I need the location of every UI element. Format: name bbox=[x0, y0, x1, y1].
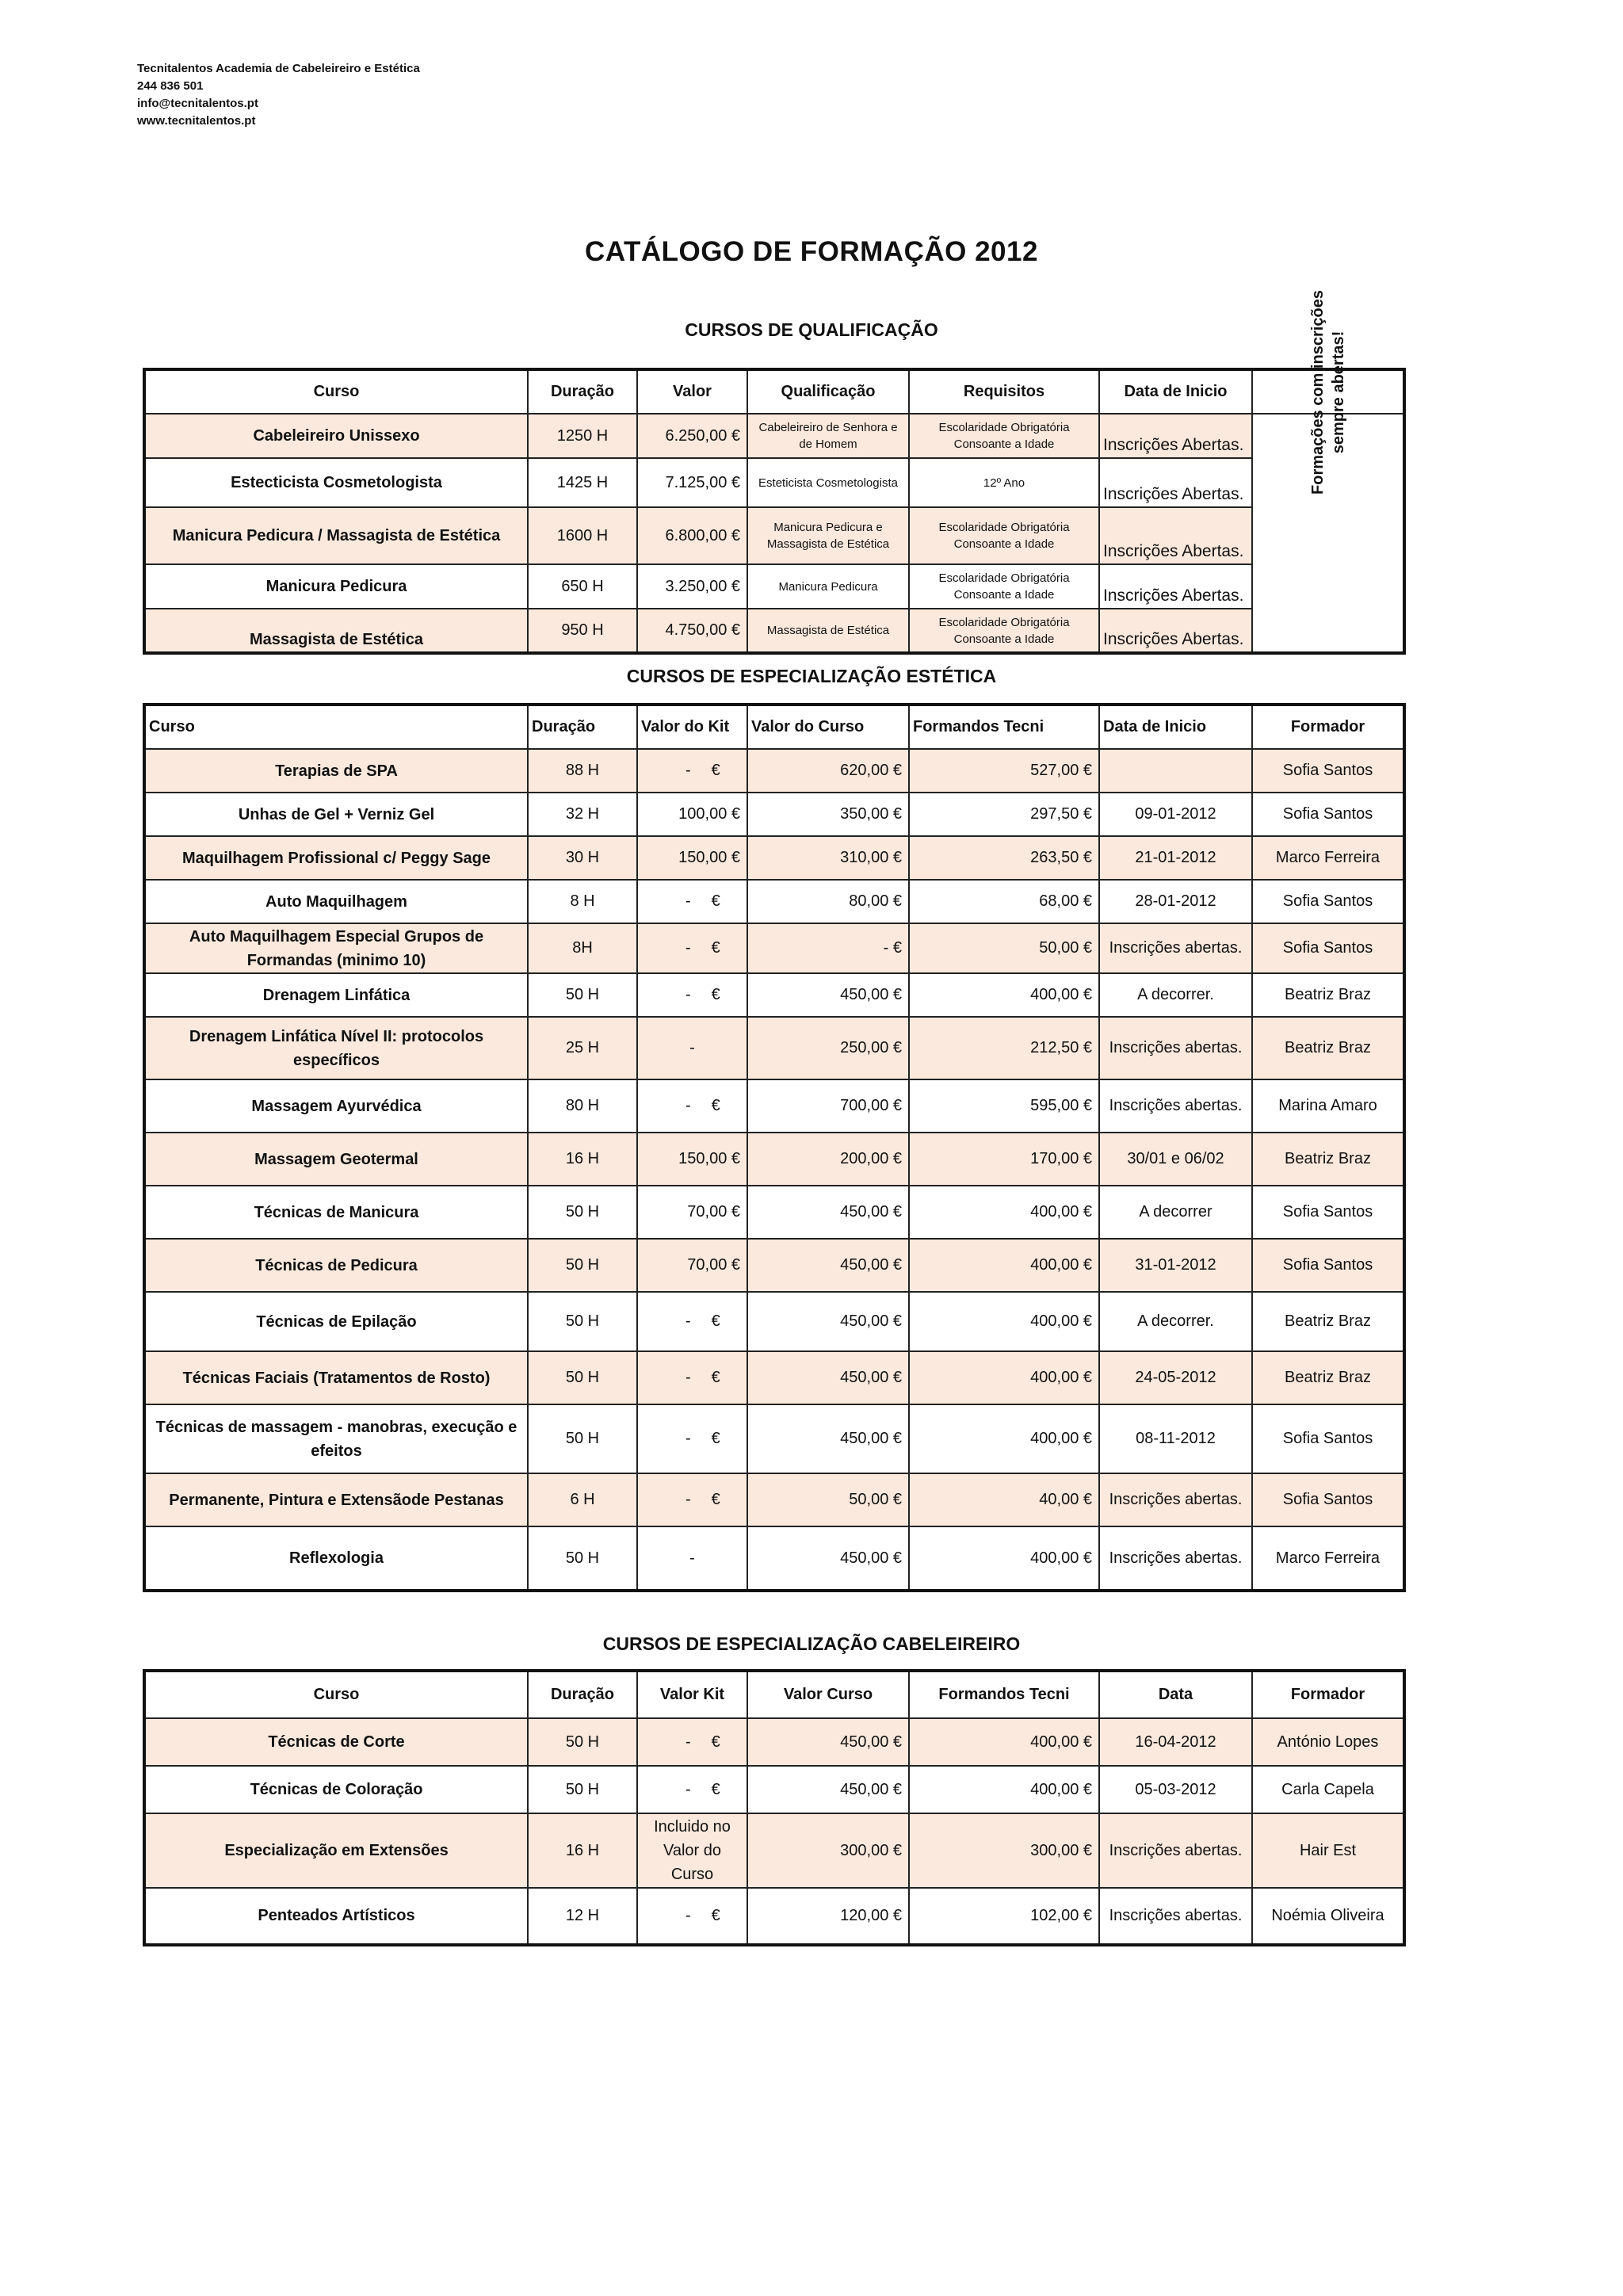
data-inicio-cell: Inscrições abertas. bbox=[1099, 1079, 1252, 1133]
formandos-tecni-cell: 400,00 € bbox=[909, 1766, 1099, 1813]
kit-value-cell bbox=[637, 923, 747, 973]
valor-curso-cell: 450,00 € bbox=[747, 1239, 909, 1292]
col-header: Data de Inicio bbox=[1099, 369, 1252, 414]
kit-value-cell: Incluido no Valor do Curso bbox=[637, 1813, 747, 1888]
formandos-tecni-cell: 102,00 € bbox=[909, 1888, 1099, 1945]
kit-value-cell bbox=[637, 973, 747, 1017]
duracao-cell: 12 H bbox=[528, 1888, 637, 1945]
curso-cell: Massagem Ayurvédica bbox=[144, 1079, 528, 1133]
formador-cell: Beatriz Braz bbox=[1252, 1292, 1404, 1351]
valor-curso-cell: 450,00 € bbox=[747, 1718, 909, 1766]
curso-cell: Auto Maquilhagem Especial Grupos de Formandas (minimo 10) bbox=[144, 923, 528, 973]
cabeleireiro-header-row bbox=[144, 1671, 1404, 1718]
estetica-row bbox=[144, 1079, 1404, 1133]
website-address: www.tecnitalentos.pt bbox=[137, 114, 256, 128]
duracao-cell: 6 H bbox=[528, 1473, 637, 1526]
estetica-row bbox=[144, 880, 1404, 923]
curso-cell: Técnicas Faciais (Tratamentos de Rosto) bbox=[144, 1351, 528, 1404]
estetica-row bbox=[144, 1526, 1404, 1591]
curso-cell: Técnicas de Coloração bbox=[144, 1766, 528, 1813]
valor-cell: 7.125,00 € bbox=[637, 458, 747, 507]
data-cell: Inscrições abertas. bbox=[1099, 1888, 1252, 1945]
kit-dash: - bbox=[685, 1369, 691, 1386]
formador-cell: Sofia Santos bbox=[1252, 1473, 1404, 1526]
qualificacao-row bbox=[144, 414, 1404, 458]
data-cell: 05-03-2012 bbox=[1099, 1766, 1252, 1813]
estetica-row bbox=[144, 1133, 1404, 1186]
kit-currency: € bbox=[711, 892, 720, 910]
curso-cell: Permanente, Pintura e Extensãode Pestanas bbox=[144, 1473, 528, 1526]
duracao-cell: 50 H bbox=[528, 1404, 637, 1473]
formador-cell: Sofia Santos bbox=[1252, 1239, 1404, 1292]
curso-cell: Estecticista Cosmetologista bbox=[144, 458, 528, 507]
valor-curso-cell: 80,00 € bbox=[747, 880, 909, 923]
kit-value-cell: 150,00 € bbox=[637, 836, 747, 880]
formador-cell: Sofia Santos bbox=[1252, 880, 1404, 923]
qualificacao-cell: Esteticista Cosmetologista bbox=[747, 458, 909, 507]
duracao-cell: 50 H bbox=[528, 1239, 637, 1292]
formandos-tecni-cell: 170,00 € bbox=[909, 1133, 1099, 1186]
curso-cell: Terapias de SPA bbox=[144, 749, 528, 793]
data-inicio-cell: 09-01-2012 bbox=[1099, 793, 1252, 836]
data-cell: 16-04-2012 bbox=[1099, 1718, 1252, 1766]
kit-currency: € bbox=[711, 986, 720, 1003]
curso-cell: Drenagem Linfática Nível II: protocolos específicos bbox=[144, 1017, 528, 1079]
valor-curso-cell: 620,00 € bbox=[747, 749, 909, 793]
col-header: Curso bbox=[144, 1671, 528, 1718]
formandos-tecni-cell: 212,50 € bbox=[909, 1017, 1099, 1079]
duracao-cell: 80 H bbox=[528, 1079, 637, 1133]
formandos-tecni-cell: 297,50 € bbox=[909, 793, 1099, 836]
valor-cell: 4.750,00 € bbox=[637, 609, 747, 653]
kit-dash: - bbox=[685, 1780, 691, 1798]
qualificacao-title: CURSOS DE QUALIFICAÇÃO bbox=[685, 319, 938, 340]
formador-cell: Beatriz Braz bbox=[1252, 1017, 1404, 1079]
duracao-cell: 8 H bbox=[528, 880, 637, 923]
formador-cell: Carla Capela bbox=[1252, 1766, 1404, 1813]
kit-value-cell bbox=[637, 1526, 747, 1591]
kit-dash: - bbox=[685, 986, 691, 1003]
qualificacao-cell: Cabeleireiro de Senhora e de Homem bbox=[747, 414, 909, 458]
col-header: Curso bbox=[144, 369, 528, 414]
formandos-tecni-cell: 50,00 € bbox=[909, 923, 1099, 973]
curso-cell: Reflexologia bbox=[144, 1526, 528, 1591]
kit-dash: - bbox=[685, 1733, 691, 1751]
duracao-cell: 50 H bbox=[528, 1718, 637, 1766]
formandos-tecni-cell: 40,00 € bbox=[909, 1473, 1099, 1526]
col-header: Valor Kit bbox=[637, 1671, 747, 1718]
formador-cell: Marco Ferreira bbox=[1252, 1526, 1404, 1591]
col-header: Valor Curso bbox=[747, 1671, 909, 1718]
valor-curso-cell: 450,00 € bbox=[747, 1404, 909, 1473]
data-inicio-cell: A decorrer. bbox=[1099, 973, 1252, 1017]
estetica-row bbox=[144, 1473, 1404, 1526]
valor-cell: 3.250,00 € bbox=[637, 564, 747, 609]
col-header: Data de Inicio bbox=[1099, 705, 1252, 749]
formador-cell: Sofia Santos bbox=[1252, 749, 1404, 793]
data-inicio-cell: Inscrições Abertas. bbox=[1099, 564, 1252, 609]
kit-dash: - bbox=[685, 1097, 691, 1114]
kit-value-cell bbox=[637, 1473, 747, 1526]
formandos-tecni-cell: 400,00 € bbox=[909, 1718, 1099, 1766]
kit-value-cell bbox=[637, 1718, 747, 1766]
duracao-cell: 950 H bbox=[528, 609, 637, 653]
duracao-cell: 50 H bbox=[528, 1351, 637, 1404]
kit-dash: - bbox=[685, 762, 691, 779]
valor-curso-cell: 120,00 € bbox=[747, 1888, 909, 1945]
kit-value-cell: 70,00 € bbox=[637, 1239, 747, 1292]
curso-cell: Especialização em Extensões bbox=[144, 1813, 528, 1888]
valor-cell: 6.250,00 € bbox=[637, 414, 747, 458]
formador-cell: Noémia Oliveira bbox=[1252, 1888, 1404, 1945]
valor-curso-cell: 250,00 € bbox=[747, 1017, 909, 1079]
estetica-row bbox=[144, 749, 1404, 793]
duracao-cell: 50 H bbox=[528, 1526, 637, 1591]
curso-cell: Técnicas de Manicura bbox=[144, 1186, 528, 1239]
cabeleireiro-row bbox=[144, 1718, 1404, 1766]
kit-currency: € bbox=[711, 762, 720, 779]
curso-cell: Auto Maquilhagem bbox=[144, 880, 528, 923]
data-inicio-cell: Inscrições abertas. bbox=[1099, 923, 1252, 973]
estetica-row bbox=[144, 1017, 1404, 1079]
contact-block bbox=[137, 60, 420, 130]
qualificacao-row bbox=[144, 564, 1404, 609]
valor-curso-cell: 450,00 € bbox=[747, 1766, 909, 1813]
valor-curso-cell: 200,00 € bbox=[747, 1133, 909, 1186]
qualificacao-row bbox=[144, 609, 1404, 653]
formador-cell: Sofia Santos bbox=[1252, 923, 1404, 973]
requisitos-cell: Escolaridade Obrigatória Consoante a Idade bbox=[909, 507, 1099, 564]
kit-dash: - bbox=[689, 1039, 695, 1056]
kit-dash: - bbox=[685, 892, 691, 910]
data-inicio-cell bbox=[1099, 749, 1252, 793]
kit-value-cell bbox=[637, 1079, 747, 1133]
curso-cell: Cabeleireiro Unissexo bbox=[144, 414, 528, 458]
formandos-tecni-cell: 300,00 € bbox=[909, 1813, 1099, 1888]
kit-value-cell: 70,00 € bbox=[637, 1186, 747, 1239]
curso-cell: Manicura Pedicura / Massagista de Estética bbox=[144, 507, 528, 564]
kit-dash: - bbox=[685, 939, 691, 957]
kit-currency: € bbox=[711, 1312, 720, 1330]
email-address: info@tecnitalentos.pt bbox=[137, 97, 258, 110]
data-inicio-cell: Inscrições Abertas. bbox=[1099, 507, 1252, 564]
kit-value-cell bbox=[637, 1766, 747, 1813]
col-header: Curso bbox=[144, 705, 528, 749]
kit-dash: - bbox=[685, 1491, 691, 1508]
data-inicio-cell: Inscrições abertas. bbox=[1099, 1017, 1252, 1079]
kit-value-cell bbox=[637, 749, 747, 793]
data-inicio-cell: Inscrições abertas. bbox=[1099, 1473, 1252, 1526]
cabeleireiro-row bbox=[144, 1766, 1404, 1813]
formandos-tecni-cell: 527,00 € bbox=[909, 749, 1099, 793]
data-inicio-cell: Inscrições Abertas. bbox=[1099, 414, 1252, 458]
estetica-row bbox=[144, 1186, 1404, 1239]
duracao-cell: 8H bbox=[528, 923, 637, 973]
estetica-row bbox=[144, 973, 1404, 1017]
curso-cell: Massagem Geotermal bbox=[144, 1133, 528, 1186]
formandos-tecni-cell: 68,00 € bbox=[909, 880, 1099, 923]
curso-cell: Técnicas de massagem - manobras, execução e efeitos bbox=[144, 1404, 528, 1473]
formandos-tecni-cell: 263,50 € bbox=[909, 836, 1099, 880]
formandos-tecni-cell: 400,00 € bbox=[909, 1351, 1099, 1404]
formador-cell: Beatriz Braz bbox=[1252, 1351, 1404, 1404]
curso-cell: Técnicas de Pedicura bbox=[144, 1239, 528, 1292]
requisitos-cell: 12º Ano bbox=[909, 458, 1099, 507]
kit-dash: - bbox=[685, 1430, 691, 1447]
col-header: Qualificação bbox=[747, 369, 909, 414]
col-header: Valor bbox=[637, 369, 747, 414]
kit-currency: € bbox=[711, 1733, 720, 1751]
formador-cell: António Lopes bbox=[1252, 1718, 1404, 1766]
cabeleireiro-table bbox=[143, 1669, 1406, 1946]
col-header: Formador bbox=[1252, 705, 1404, 749]
kit-value-cell bbox=[637, 1292, 747, 1351]
duracao-cell: 1425 H bbox=[528, 458, 637, 507]
duracao-cell: 1250 H bbox=[528, 414, 637, 458]
formador-cell: Beatriz Braz bbox=[1252, 973, 1404, 1017]
curso-cell: Penteados Artísticos bbox=[144, 1888, 528, 1945]
estetica-row bbox=[144, 793, 1404, 836]
curso-cell: Manicura Pedicura bbox=[144, 564, 528, 609]
kit-value-cell bbox=[637, 1017, 747, 1079]
formador-cell: Sofia Santos bbox=[1252, 793, 1404, 836]
valor-curso-cell: 300,00 € bbox=[747, 1813, 909, 1888]
duracao-cell: 1600 H bbox=[528, 507, 637, 564]
side-note: Formações com inscrições sempre abertas! bbox=[1308, 289, 1347, 495]
cabeleireiro-row bbox=[144, 1813, 1404, 1888]
estetica-header-row bbox=[144, 705, 1404, 749]
page-title: CATÁLOGO DE FORMAÇÃO 2012 bbox=[585, 236, 1038, 267]
formandos-tecni-cell: 400,00 € bbox=[909, 1404, 1099, 1473]
kit-currency: € bbox=[711, 1491, 720, 1508]
data-inicio-cell: 31-01-2012 bbox=[1099, 1239, 1252, 1292]
duracao-cell: 25 H bbox=[528, 1017, 637, 1079]
kit-currency: € bbox=[711, 1780, 720, 1798]
formandos-tecni-cell: 400,00 € bbox=[909, 1239, 1099, 1292]
kit-currency: € bbox=[711, 1430, 720, 1447]
duracao-cell: 50 H bbox=[528, 1186, 637, 1239]
data-cell: Inscrições abertas. bbox=[1099, 1813, 1252, 1888]
kit-currency: € bbox=[711, 1907, 720, 1924]
kit-value-cell bbox=[637, 1888, 747, 1945]
col-header: Duração bbox=[528, 369, 637, 414]
duracao-cell: 16 H bbox=[528, 1133, 637, 1186]
formandos-tecni-cell: 400,00 € bbox=[909, 1186, 1099, 1239]
estetica-row bbox=[144, 923, 1404, 973]
duracao-cell: 16 H bbox=[528, 1813, 637, 1888]
qualificacao-header-row bbox=[144, 369, 1404, 414]
col-header: Valor do Curso bbox=[747, 705, 909, 749]
requisitos-cell: Escolaridade Obrigatória Consoante a Idade bbox=[909, 609, 1099, 653]
qualificacao-cell: Manicura Pedicura bbox=[747, 564, 909, 609]
data-inicio-cell: A decorrer bbox=[1099, 1186, 1252, 1239]
kit-currency: € bbox=[711, 939, 720, 957]
qualificacao-row bbox=[144, 458, 1404, 507]
valor-curso-cell: 450,00 € bbox=[747, 1526, 909, 1591]
duracao-cell: 50 H bbox=[528, 1292, 637, 1351]
formador-cell: Marco Ferreira bbox=[1252, 836, 1404, 880]
duracao-cell: 88 H bbox=[528, 749, 637, 793]
formador-cell: Hair Est bbox=[1252, 1813, 1404, 1888]
valor-cell: 6.800,00 € bbox=[637, 507, 747, 564]
kit-dash: - bbox=[689, 1549, 695, 1567]
kit-currency: € bbox=[711, 1369, 720, 1386]
col-header: Formador bbox=[1252, 1671, 1404, 1718]
valor-curso-cell: 700,00 € bbox=[747, 1079, 909, 1133]
curso-cell: Drenagem Linfática bbox=[144, 973, 528, 1017]
estetica-row bbox=[144, 1239, 1404, 1292]
kit-currency: € bbox=[711, 1097, 720, 1114]
estetica-row bbox=[144, 1404, 1404, 1473]
kit-dash: - bbox=[685, 1907, 691, 1924]
duracao-cell: 30 H bbox=[528, 836, 637, 880]
cabeleireiro-title: CURSOS DE ESPECIALIZAÇÃO CABELEIREIRO bbox=[602, 1633, 1021, 1654]
formandos-tecni-cell: 400,00 € bbox=[909, 973, 1099, 1017]
formador-cell: Marina Amaro bbox=[1252, 1079, 1404, 1133]
data-inicio-cell: Inscrições Abertas. bbox=[1099, 458, 1252, 507]
col-header: Duração bbox=[528, 705, 637, 749]
kit-dash: - bbox=[685, 1312, 691, 1330]
requisitos-cell: Escolaridade Obrigatória Consoante a Idade bbox=[909, 414, 1099, 458]
data-inicio-cell: Inscrições Abertas. bbox=[1099, 609, 1252, 653]
duracao-cell: 50 H bbox=[528, 1766, 637, 1813]
qualificacao-row bbox=[144, 507, 1404, 564]
estetica-table bbox=[143, 703, 1406, 1592]
data-inicio-cell: Inscrições abertas. bbox=[1099, 1526, 1252, 1591]
formandos-tecni-cell: 595,00 € bbox=[909, 1079, 1099, 1133]
formador-cell: Beatriz Braz bbox=[1252, 1133, 1404, 1186]
kit-value-cell: 100,00 € bbox=[637, 793, 747, 836]
side-note-cell bbox=[1252, 289, 1404, 495]
valor-curso-cell: 450,00 € bbox=[747, 1292, 909, 1351]
col-header: Formandos Tecni bbox=[909, 705, 1099, 749]
formador-cell: Sofia Santos bbox=[1252, 1186, 1404, 1239]
curso-cell: Maquilhagem Profissional c/ Peggy Sage bbox=[144, 836, 528, 880]
duracao-cell: 50 H bbox=[528, 973, 637, 1017]
curso-cell: Técnicas de Corte bbox=[144, 1718, 528, 1766]
curso-cell: Massagista de Estética bbox=[144, 609, 528, 653]
estetica-row bbox=[144, 836, 1404, 880]
company-name: Tecnitalentos Academia de Cabeleireiro e Estética bbox=[137, 62, 420, 75]
kit-value-cell: 150,00 € bbox=[637, 1133, 747, 1186]
valor-curso-cell: 50,00 € bbox=[747, 1473, 909, 1526]
valor-curso-cell: 310,00 € bbox=[747, 836, 909, 880]
qualificacao-cell: Massagista de Estética bbox=[747, 609, 909, 653]
data-inicio-cell: 24-05-2012 bbox=[1099, 1351, 1252, 1404]
valor-curso-cell: 450,00 € bbox=[747, 973, 909, 1017]
phone-number: 244 836 501 bbox=[137, 79, 204, 93]
data-inicio-cell: 28-01-2012 bbox=[1099, 880, 1252, 923]
col-header: Duração bbox=[528, 1671, 637, 1718]
estetica-title: CURSOS DE ESPECIALIZAÇÃO ESTÉTICA bbox=[626, 666, 997, 686]
col-header: Data bbox=[1099, 1671, 1252, 1718]
curso-cell: Unhas de Gel + Verniz Gel bbox=[144, 793, 528, 836]
kit-value-cell bbox=[637, 1351, 747, 1404]
data-inicio-cell: A decorrer. bbox=[1099, 1292, 1252, 1351]
formador-cell: Sofia Santos bbox=[1252, 1404, 1404, 1473]
qualificacao-cell: Manicura Pedicura e Massagista de Estética bbox=[747, 507, 909, 564]
estetica-row bbox=[144, 1351, 1404, 1404]
valor-curso-cell: 450,00 € bbox=[747, 1351, 909, 1404]
formandos-tecni-cell: 400,00 € bbox=[909, 1526, 1099, 1591]
col-header: Valor do Kit bbox=[637, 705, 747, 749]
valor-curso-cell: 450,00 € bbox=[747, 1186, 909, 1239]
col-header: Formandos Tecni bbox=[909, 1671, 1099, 1718]
estetica-row bbox=[144, 1292, 1404, 1351]
kit-value-cell bbox=[637, 880, 747, 923]
data-inicio-cell: 08-11-2012 bbox=[1099, 1404, 1252, 1473]
valor-curso-cell: - € bbox=[747, 923, 909, 973]
duracao-cell: 32 H bbox=[528, 793, 637, 836]
kit-value-cell bbox=[637, 1404, 747, 1473]
cabeleireiro-row bbox=[144, 1888, 1404, 1945]
requisitos-cell: Escolaridade Obrigatória Consoante a Idade bbox=[909, 564, 1099, 609]
curso-cell: Técnicas de Epilação bbox=[144, 1292, 528, 1351]
data-inicio-cell: 21-01-2012 bbox=[1099, 836, 1252, 880]
col-header: Requisitos bbox=[909, 369, 1099, 414]
valor-curso-cell: 350,00 € bbox=[747, 793, 909, 836]
data-inicio-cell: 30/01 e 06/02 bbox=[1099, 1133, 1252, 1186]
duracao-cell: 650 H bbox=[528, 564, 637, 609]
formandos-tecni-cell: 400,00 € bbox=[909, 1292, 1099, 1351]
